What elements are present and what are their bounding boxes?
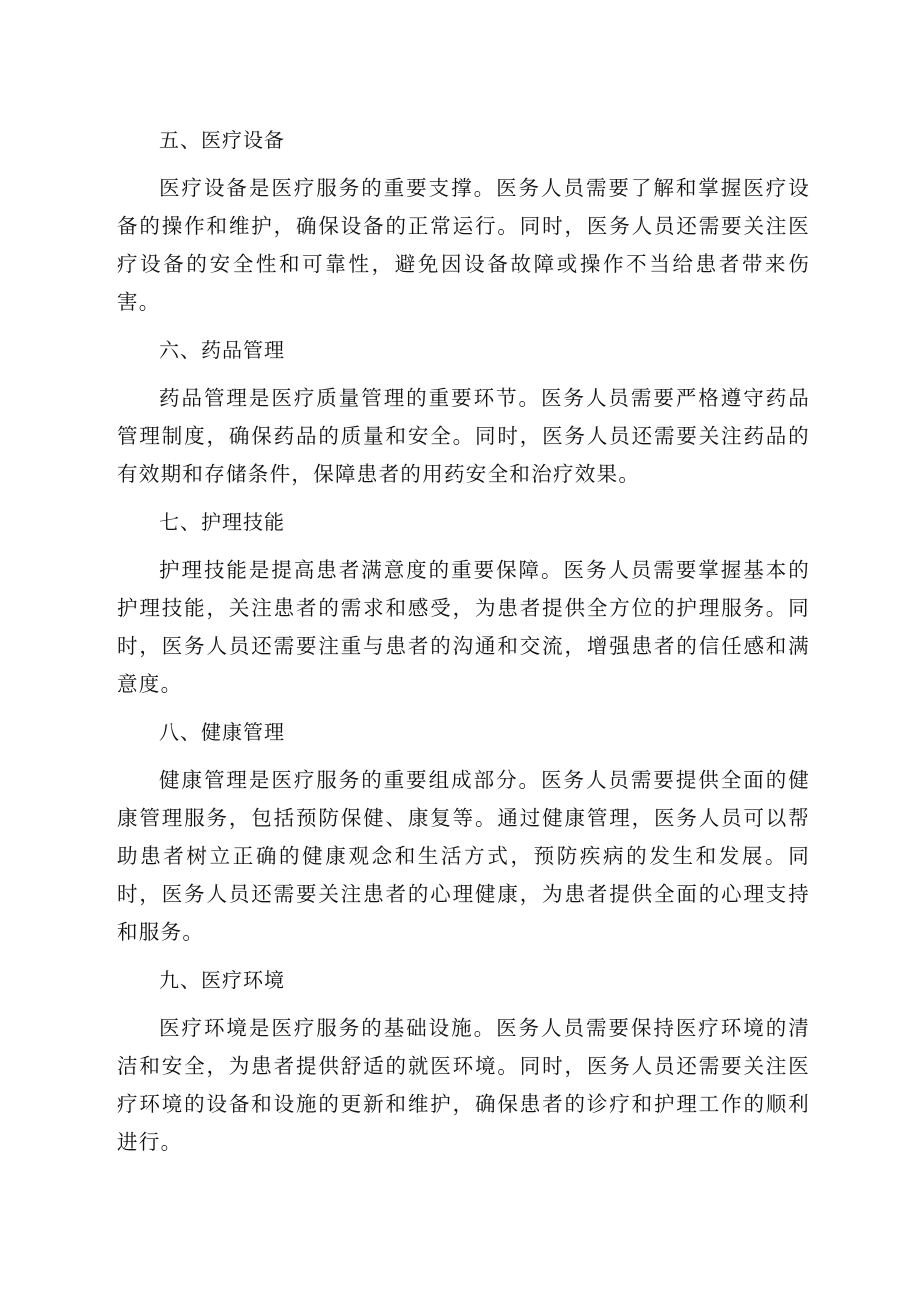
section-paragraph: 健康管理是医疗服务的重要组成部分。医务人员需要提供全面的健康管理服务，包括预防保健、康复等。通过健康管理，医务人员可以帮助患者树立正确的健康观念和生活方式，预防疾病的发生和发展。同时，医务人员还需要关注患者的心理健康，为患者提供全面的心理支持和服务。 [117,768,810,944]
section-paragraph: 医疗环境是医疗服务的基础设施。医务人员需要保持医疗环境的清洁和安全，为患者提供舒适的就医环境。同时，医务人员还需要关注医疗环境的设备和设施的更新和维护，确保患者的诊疗和护理工作的顺利进行。 [117,1016,810,1154]
section-health-management [117,713,810,951]
section-heading: 九、医疗环境 [159,968,285,992]
section-medical-environment [117,961,810,1161]
section-paragraph: 护理技能是提高患者满意度的重要保障。医务人员需要掌握基本的护理技能，关注患者的需求和感受，为患者提供全方位的护理服务。同时，医务人员还需要注重与患者的沟通和交流，增强患者的信任感和满意度。 [117,558,810,696]
section-drug-management [117,331,810,493]
section-heading: 五、医疗设备 [159,128,285,152]
section-heading: 七、护理技能 [159,510,285,534]
section-paragraph: 医疗设备是医疗服务的重要支撑。医务人员需要了解和掌握医疗设备的操作和维护，确保设备的正常运行。同时，医务人员还需要关注医疗设备的安全性和可靠性，避免因设备故障或操作不当给患者带来伤害。 [117,176,810,314]
section-paragraph: 药品管理是医疗质量管理的重要环节。医务人员需要严格遵守药品管理制度，确保药品的质量和安全。同时，医务人员还需要关注药品的有效期和存储条件，保障患者的用药安全和治疗效果。 [117,386,810,486]
section-medical-equipment [117,121,810,321]
section-heading: 八、健康管理 [159,720,285,744]
section-nursing-skills [117,503,810,703]
section-heading: 六、药品管理 [159,338,285,362]
